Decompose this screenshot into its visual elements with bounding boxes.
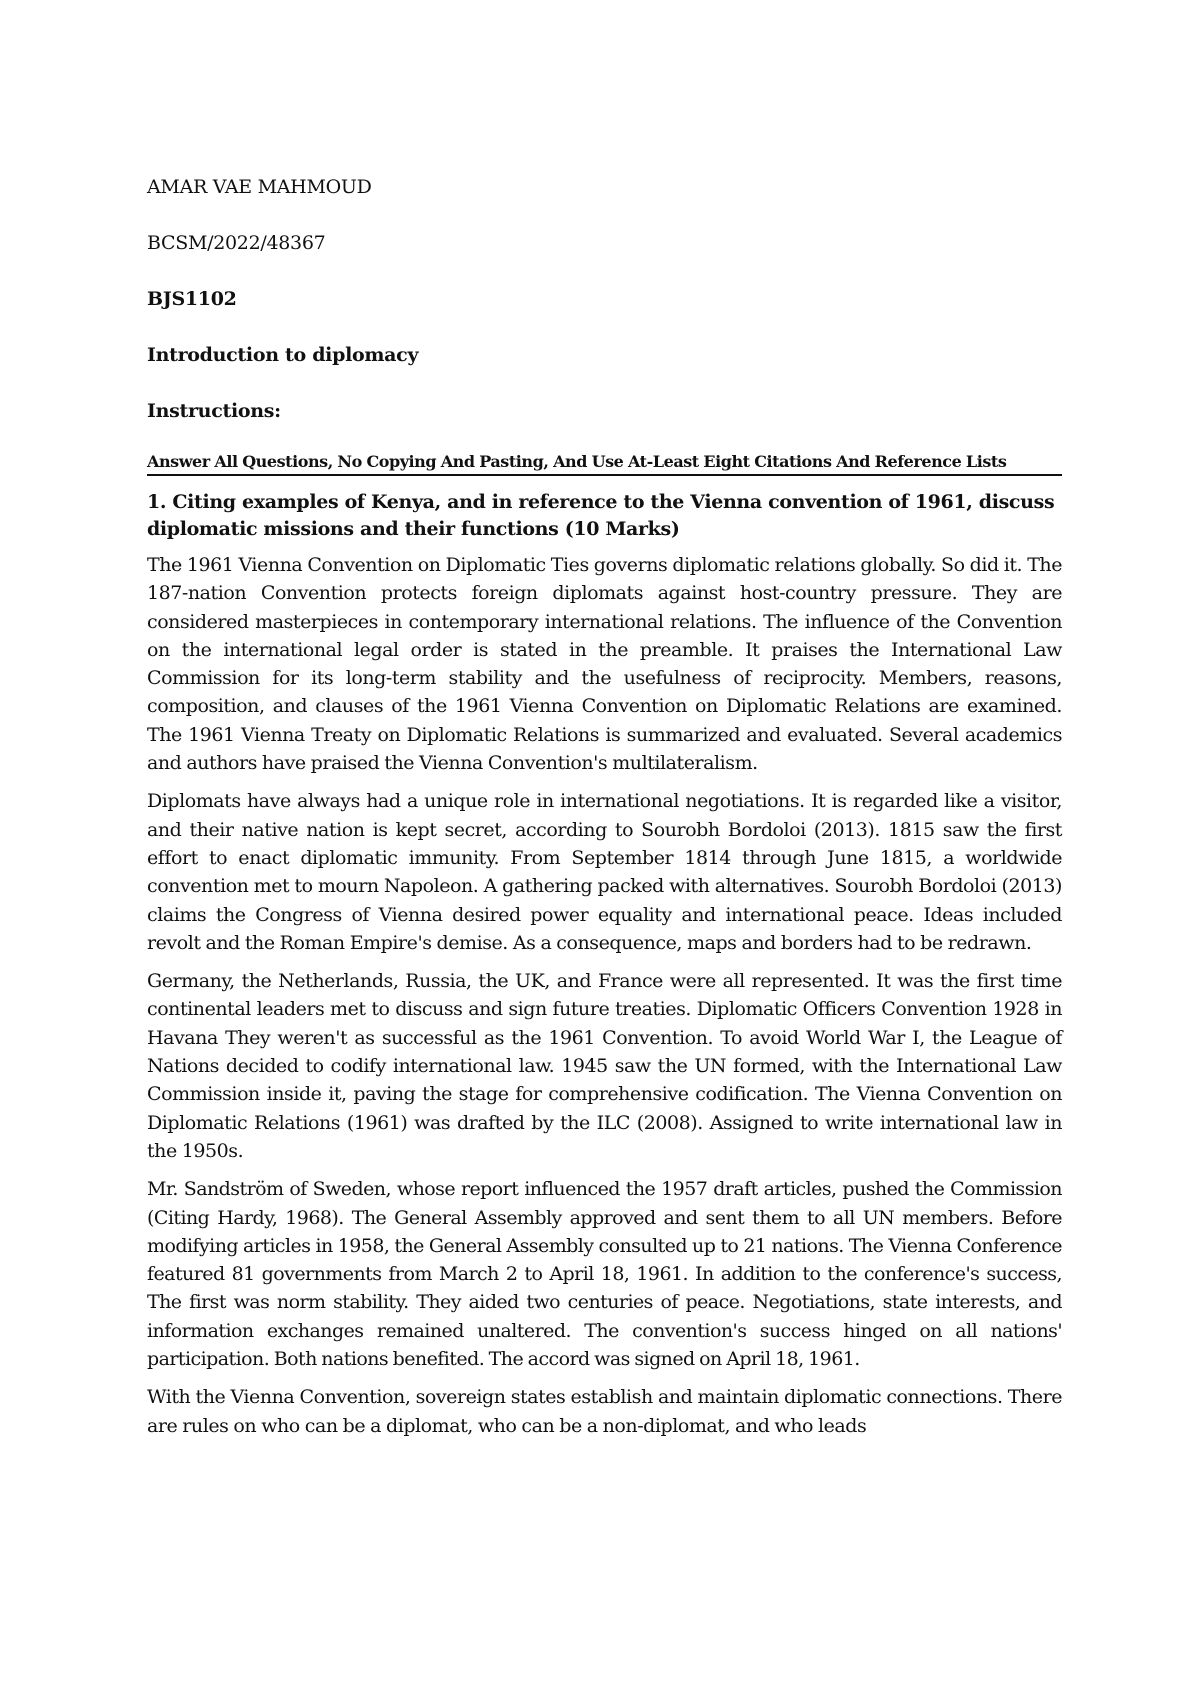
registration-number: BCSM/2022/48367 [147, 232, 326, 254]
body-paragraph-1: The 1961 Vienna Convention on Diplomatic Ties governs diplomatic relations globally. So did it. The 187-nation Convention protects foreign diplomats against host-country pressure. They are considered masterpieces in contemporary international relations. The influence of the Convention on the international legal order is stated in the preamble. It praises the International Law Commission for its long-term stability and the usefulness of reciprocity. Members, reasons, composition, and clauses of the 1961 Vienna Convention on Diplomatic Relations are examined. The 1961 Vienna Treaty on Diplomatic Relations is summarized and evaluated. Several academics and authors have praised the Vienna Convention's multilateralism. [147, 554, 1062, 775]
body-paragraph-4: Mr. Sandström of Sweden, whose report influenced the 1957 draft articles, pushed the Commission (Citing Hardy, 1968). The General Assembly approved and sent them to all UN members. Before modifying articles in 1958, the General Assembly consulted up to 21 nations. The Vienna Conference featured 81 governments from March 2 to April 18, 1961. In addition to the conference's success, The first was norm stability. They aided two centuries of peace. Negotiations, state interests, and information exchanges remained unaltered. The convention's success hinged on all nations' participation. Both nations benefited. The accord was signed on April 18, 1961. [147, 1178, 1062, 1371]
course-title: Introduction to diplomacy [147, 344, 419, 366]
instructions-label: Instructions: [147, 400, 281, 422]
question-heading: 1. Citing examples of Kenya, and in reference to the Vienna convention of 1961, discuss diplomatic missions and their functions (10 Marks) [147, 491, 1055, 540]
course-code: BJS1102 [147, 288, 237, 310]
document-body [147, 176, 1062, 1450]
body-paragraph-3: Germany, the Netherlands, Russia, the UK, and France were all represented. It was the first time continental leaders met to discuss and sign future treaties. Diplomatic Officers Convention 1928 in Havana They weren't as successful as the 1961 Convention. To avoid World War I, the League of Nations decided to codify international law. 1945 saw the UN formed, with the International Law Commission inside it, paving the stage for comprehensive codification. The Vienna Convention on Diplomatic Relations (1961) was drafted by the ILC (2008). Assigned to write international law in the 1950s. [147, 970, 1062, 1162]
body-paragraph-5: With the Vienna Convention, sovereign states establish and maintain diplomatic connections. There are rules on who can be a diplomat, who can be a non-diplomat, and who leads [147, 1386, 1062, 1437]
student-name: AMAR VAE MAHMOUD [147, 176, 372, 198]
instructions-text: Answer All Questions, No Copying And Pasting, And Use At-Least Eight Citations And Reference Lists [147, 452, 1062, 476]
body-paragraph-2: Diplomats have always had a unique role in international negotiations. It is regarded like a visitor, and their native nation is kept secret, according to Sourobh Bordoloi (2013). 1815 saw the first effort to enact diplomatic immunity. From September 1814 through June 1815, a worldwide convention met to mourn Napoleon. A gathering packed with alternatives. Sourobh Bordoloi (2013) claims the Congress of Vienna desired power equality and international peace. Ideas included revolt and the Roman Empire's demise. As a consequence, maps and borders had to be redrawn. [147, 790, 1062, 954]
